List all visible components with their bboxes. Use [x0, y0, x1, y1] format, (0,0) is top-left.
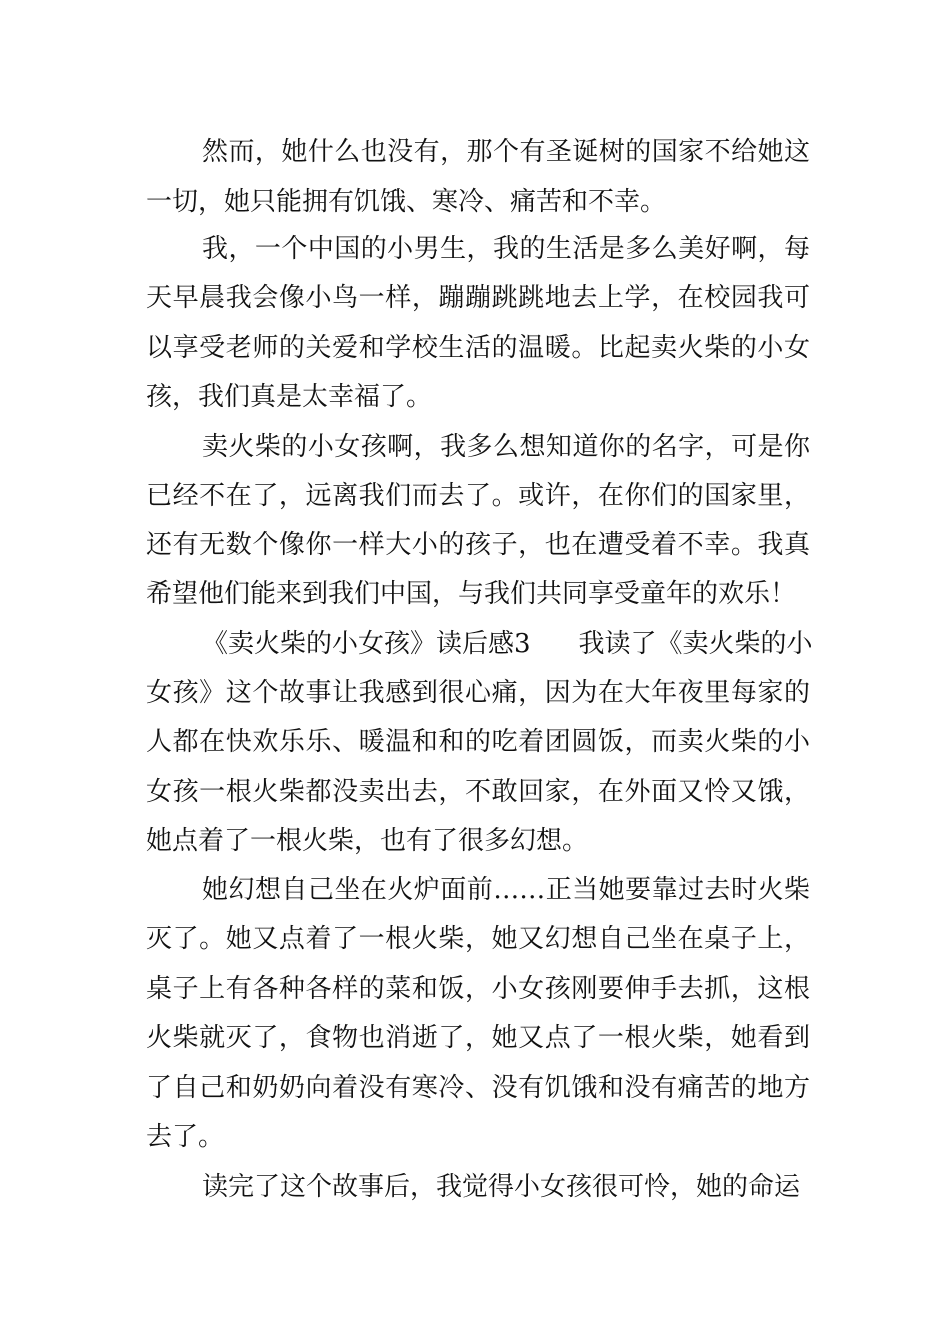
paragraph-2-line-1: 我，一个中国的小男生，我的生活是多么美好啊，每 — [202, 234, 810, 264]
paragraph-4-line-5: 她点着了一根火柴，也有了很多幻想。 — [146, 826, 589, 856]
paragraph-4-line-2: 女孩》这个故事让我感到很心痛，因为在大年夜里每家的 — [146, 678, 810, 708]
paragraph-4-line-1 — [202, 624, 813, 664]
paragraph-3-line-2: 已经不在了，远离我们而去了。或许，在你们的国家里， — [146, 481, 810, 511]
paragraph-6-line-1: 读完了这个故事后，我觉得小女孩很可怜，她的命运 — [202, 1172, 801, 1202]
paragraph-2-line-2: 天早晨我会像小鸟一样，蹦蹦跳跳地去上学，在校园我可 — [146, 283, 810, 313]
paragraph-3-line-3: 还有无数个像你一样大小的孩子，也在遭受着不幸。我真 — [146, 530, 810, 560]
paragraph-4-lead: 我读了《卖火柴的小 — [578, 629, 813, 659]
paragraph-1-line-2: 一切，她只能拥有饥饿、寒冷、痛苦和不幸。 — [146, 187, 667, 217]
paragraph-2-line-4: 孩，我们真是太幸福了。 — [146, 382, 433, 412]
paragraph-5-line-5: 了自己和奶奶向着没有寒冷、没有饥饿和没有痛苦的地方 — [146, 1073, 810, 1103]
paragraph-5-line-2: 灭了。她又点着了一根火柴，她又幻想自己坐在桌子上， — [146, 924, 810, 954]
paragraph-3-line-1: 卖火柴的小女孩啊，我多么想知道你的名字，可是你 — [202, 432, 810, 462]
paragraph-3-line-4: 希望他们能来到我们中国，与我们共同享受童年的欢乐！ — [146, 579, 797, 609]
paragraph-4-line-3: 人都在快欢乐乐、暖温和和的吃着团圆饭，而卖火柴的小 — [146, 727, 810, 757]
paragraph-5-line-4: 火柴就灭了，食物也消逝了，她又点了一根火柴，她看到 — [146, 1023, 810, 1053]
paragraph-1-line-1: 然而，她什么也没有，那个有圣诞树的国家不给她这 — [202, 137, 810, 167]
paragraph-5-line-3: 桌子上有各种各样的菜和饭，小女孩刚要伸手去抓，这根 — [146, 974, 810, 1004]
paragraph-5-line-1: 她幻想自己坐在火炉面前……正当她要靠过去时火柴 — [202, 875, 810, 905]
paragraph-5-line-6: 去了。 — [146, 1122, 225, 1152]
paragraph-4-line-4: 女孩一根火柴都没卖出去，不敢回家，在外面又怜又饿， — [146, 777, 810, 807]
paragraph-2-line-3: 以享受老师的关爱和学校生活的温暖。比起卖火柴的小女 — [146, 333, 810, 363]
essay-heading: 《卖火柴的小女孩》读后感3 — [202, 629, 531, 659]
